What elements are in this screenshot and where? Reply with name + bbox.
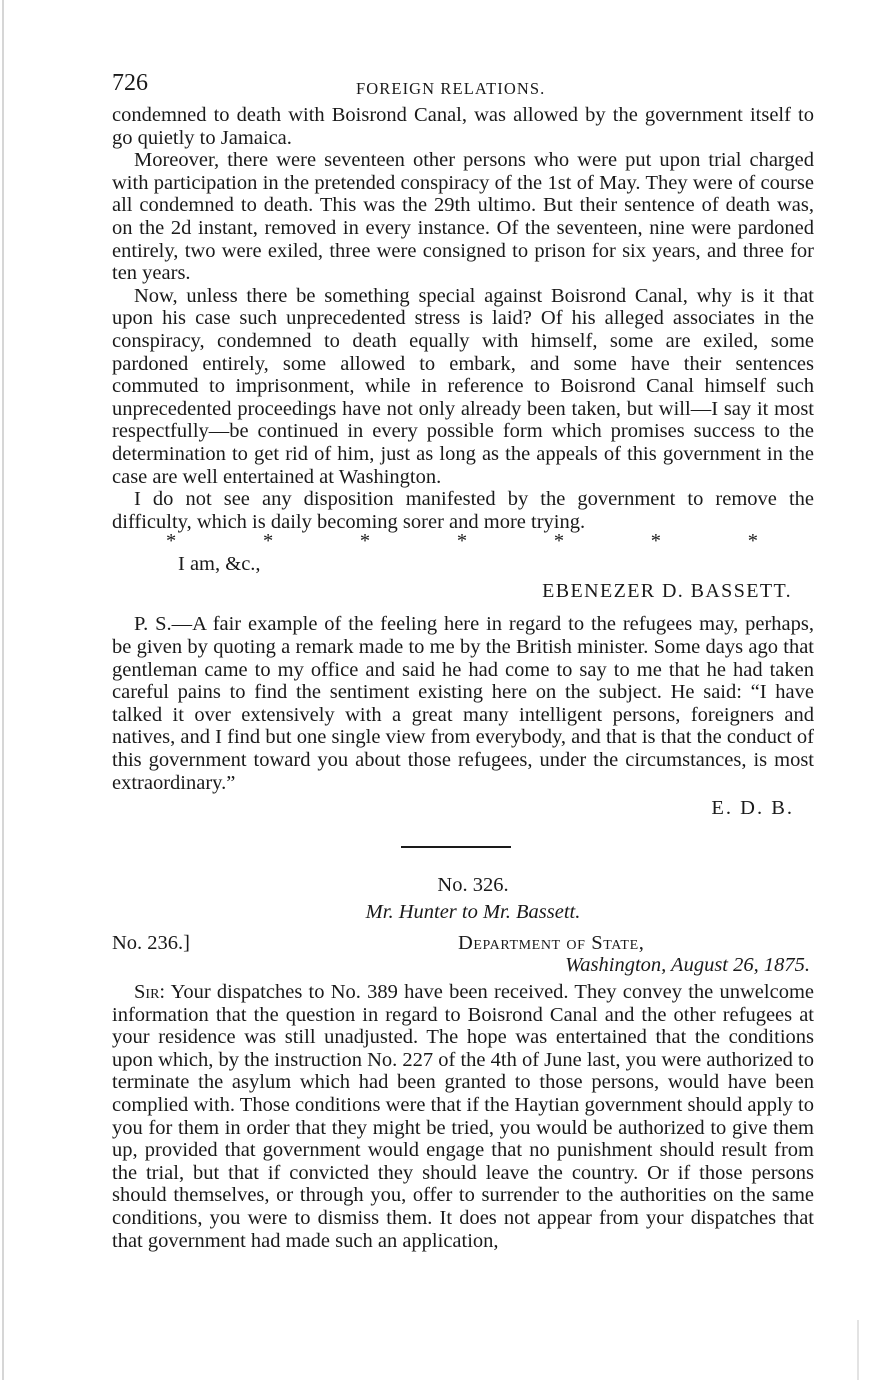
ellipsis-star: * (359, 530, 371, 553)
left-edge-rule (2, 0, 4, 1380)
right-edge-rule (857, 1320, 859, 1380)
paragraph-continuation: condemned to death with Boisrond Canal, was allowed by the government itself to go quietly to Jamaica. (112, 104, 814, 149)
document-title: Mr. Hunter to Mr. Bassett. (365, 901, 581, 924)
section-divider (401, 846, 511, 848)
ellipsis-star: * (262, 530, 274, 553)
document-page (112, 70, 814, 1252)
document-number: No. 326. (437, 873, 509, 896)
letter-body (112, 981, 814, 1252)
paragraph-no-disposition: I do not see any disposition manifested by the government to remove the difficulty, which is daily becoming sorer and more trying. (112, 488, 814, 533)
postscript: P. S.—A fair example of the feeling here in regard to the refugees may, perhaps, be given by quoting a remark made to me by the British minister. Some days ago that gentleman came to my office and said he had come to say to me that he had taken careful pains to find the sentiment existing here on the subject. He said: “I have talked it over extensively with a great many intelligent persons, foreigners and natives, and I find but one single view from everybody, and that is that the conduct of this government toward you about those refugees, under the circumstances, is most extraordinary.” (112, 613, 814, 794)
running-head: FOREIGN RELATIONS. (356, 79, 546, 98)
letter-body-text: Your dispatches to No. 389 have been received. They convey the unwelcome information that the question in regard to Boisrond Canal and the other refugees at your residence was still unadjusted. The hope was entertained that the conditions upon which, by the instruction No. 227 of the 4th of June last, you were authorized to terminate the asylum which had been granted to those persons, would have been complied with. Those conditions were that if the Haytian government should apply to you for them in order that they might be tried, you would be authorized to give them up, provided that government would engage that no punishment should result from the trial, but that if convicted they should leave the country. Or if those persons should themselves, or through you, offer to surrender to the authorities on the same conditions, you were to dismiss them. It does not appear from your dispatches that that government had made such an application, (112, 981, 814, 1252)
place-and-date: Washington, August 26, 1875. (565, 954, 810, 976)
ellipsis-stars (112, 531, 814, 551)
letter-closing: I am, &c., (178, 553, 261, 576)
page-number: 726 (112, 70, 148, 96)
ellipsis-star: * (747, 530, 758, 553)
ellipsis-star: * (166, 530, 177, 553)
letter-signature: EBENEZER D. BASSETT. (542, 579, 792, 602)
ellipsis-star: * (553, 530, 565, 553)
postscript-initials: E. D. B. (711, 797, 794, 820)
document-dateline (112, 932, 814, 978)
paragraph-unprecedented-stress: Now, unless there be something special against Boisrond Canal, why is it that upon his case such unprecedented stress is laid? Of his alleged associates in the conspiracy, condemned to death equally with himself, some are exiled, some pardoned entirely, some allowed to embark, and some have their sentences commuted to imprisonment, while in reference to Boisrond Canal himself such unprecedented proceedings have not only already been taken, but will—I say it most respectfully—be continued in every possible form which promises success to the determination to get rid of him, just as long as the appeals of this government in the case are well entertained at Washington. (112, 284, 814, 488)
page-header (112, 70, 814, 104)
paragraph-seventeen-persons: Moreover, there were seventeen other persons who were put upon trial charged with participation in the pretended conspiracy of the 1st of May. They were of course all condemned to death. This was the 29th ultimo. But their sentence of death was, on the 2d instant, removed in every instance. Of the seventeen, nine were pardoned entirely, two were exiled, three were consigned to prison for six years, and three for ten years. (112, 149, 814, 285)
salutation: Sir: (134, 981, 166, 1003)
department-name: Department of State, (458, 932, 645, 954)
ellipsis-star: * (456, 530, 468, 553)
ellipsis-star: * (650, 530, 662, 553)
instruction-number: No. 236.] (112, 932, 191, 954)
